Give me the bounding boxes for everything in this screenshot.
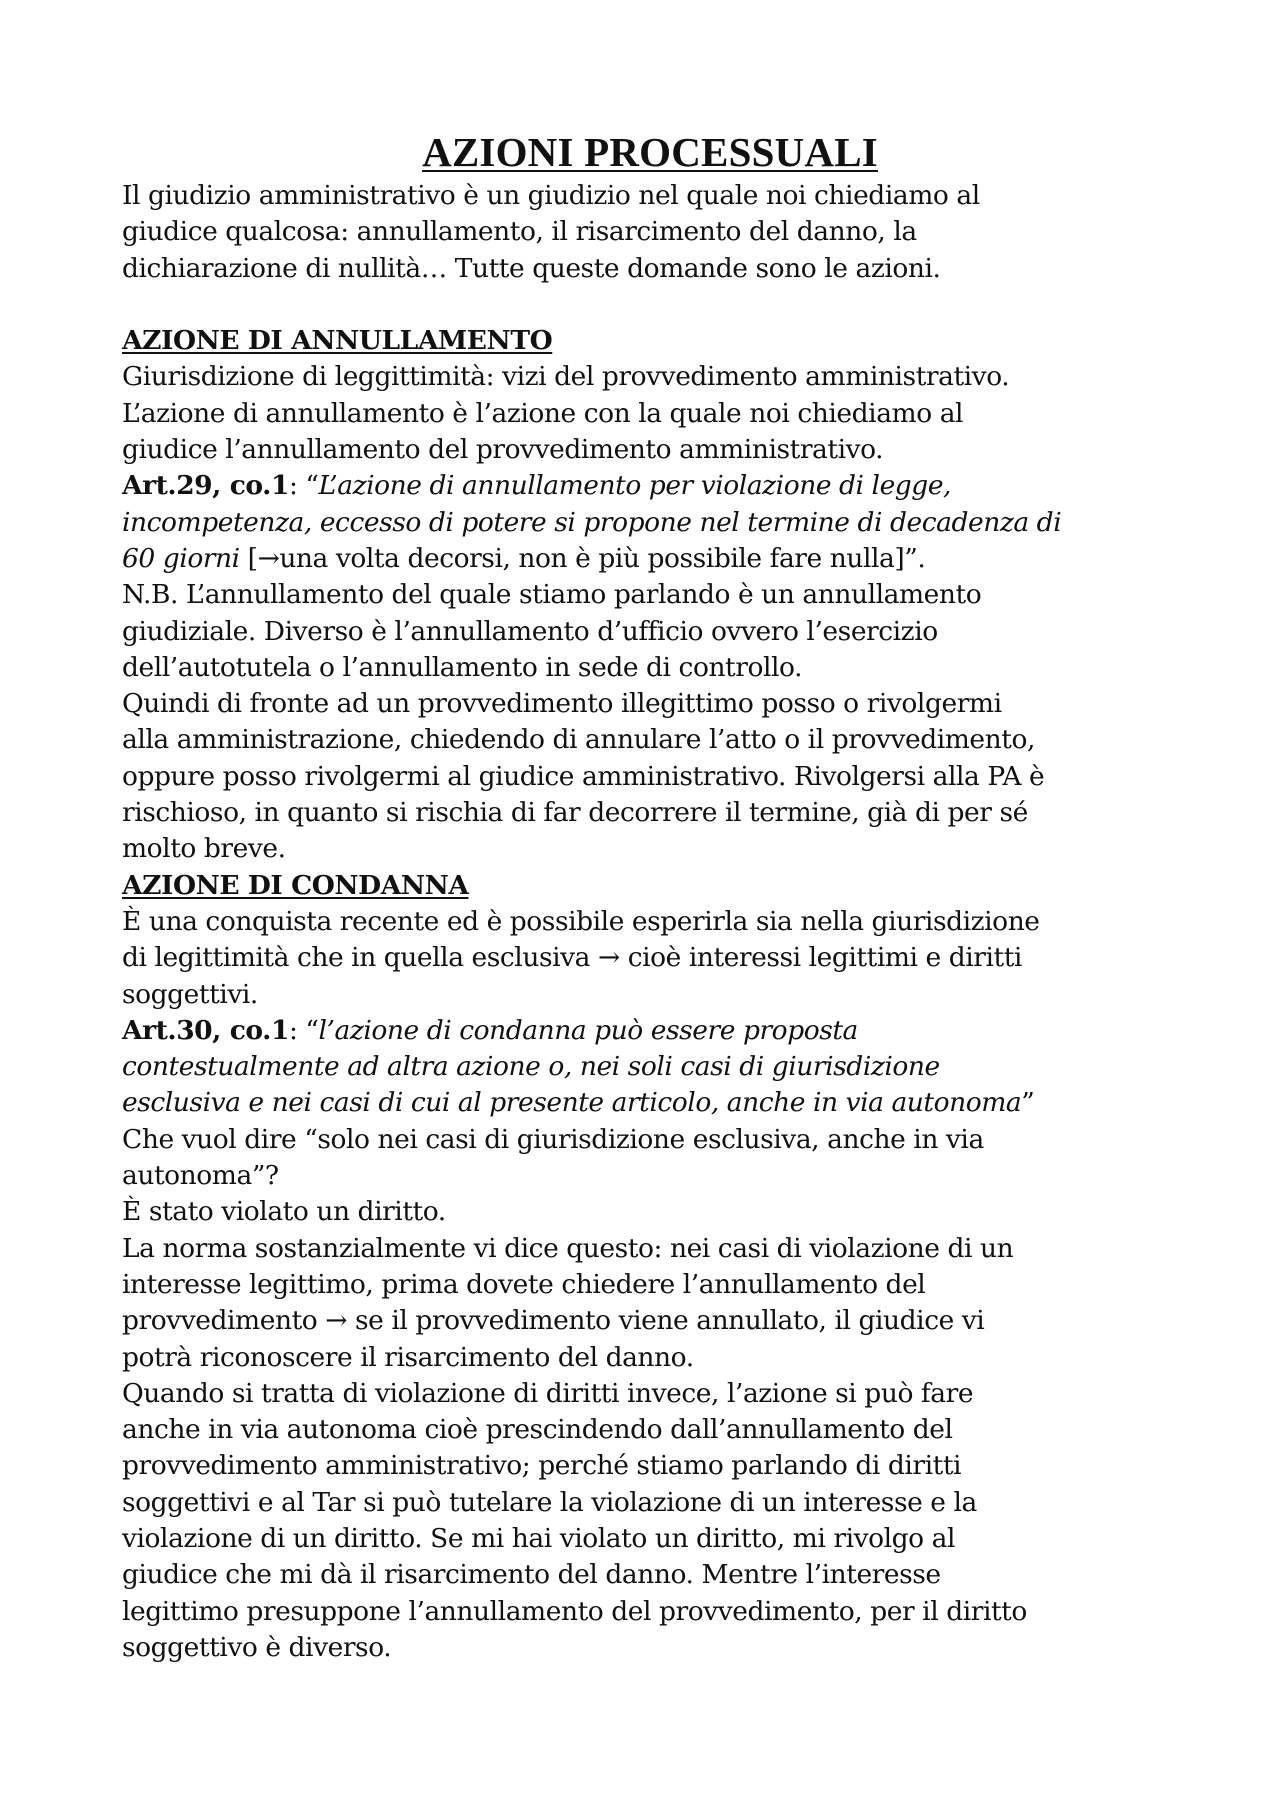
article-note: [→una volta decorsi, non è più possibile fare nulla]”. bbox=[239, 542, 926, 574]
article-quote-close: ” bbox=[1021, 1087, 1035, 1119]
article-citation-line bbox=[122, 468, 1178, 504]
paragraph-line: soggettivi e al Tar si può tutelare la violazione di un interesse e la bbox=[122, 1486, 977, 1518]
article-quote: 60 giorni bbox=[122, 542, 240, 574]
paragraph-line: Quando si tratta di violazione di diritti invece, l’azione si può fare bbox=[122, 1377, 974, 1409]
article-colon: : “ bbox=[288, 1014, 319, 1046]
section-heading-annullamento: AZIONE DI ANNULLAMENTO bbox=[122, 325, 553, 357]
paragraph-line: Che vuol dire “solo nei casi di giurisdizione esclusiva, anche in via bbox=[122, 1123, 984, 1155]
paragraph-line: rischioso, in quanto si rischia di far decorrere il termine, già di per sé bbox=[122, 797, 1028, 829]
paragraph-line: legittimo presuppone l’annullamento del provvedimento, per il diritto bbox=[122, 1595, 1027, 1627]
article-quote: esclusiva e nei casi di cui al presente articolo, anche in via autonoma bbox=[122, 1087, 1022, 1119]
article-quote-line bbox=[122, 1085, 1178, 1121]
paragraph-line: anche in via autonoma cioè prescindendo dall’annullamento del bbox=[122, 1414, 953, 1446]
paragraph-line: soggettivi. bbox=[122, 978, 258, 1010]
intro-line: giudice qualcosa: annullamento, il risarcimento del danno, la bbox=[122, 216, 917, 248]
article-quote-line bbox=[122, 541, 1178, 577]
paragraph-line: interesse legittimo, prima dovete chiedere l’annullamento del bbox=[122, 1268, 926, 1300]
paragraph-line: potrà riconoscere il risarcimento del danno. bbox=[122, 1341, 694, 1373]
article-quote: l’azione di condanna può essere proposta bbox=[318, 1014, 858, 1046]
paragraph-line: N.B. L’annullamento del quale stiamo parlando è un annullamento bbox=[122, 579, 982, 611]
section-heading-condanna: AZIONE DI CONDANNA bbox=[122, 869, 469, 901]
document-page bbox=[122, 128, 1178, 1666]
paragraph-line: Giurisdizione di leggittimità: vizi del provvedimento amministrativo. bbox=[122, 361, 1010, 393]
paragraph-line: soggettivo è diverso. bbox=[122, 1631, 392, 1663]
paragraph-line: È una conquista recente ed è possibile esperirla sia nella giurisdizione bbox=[122, 905, 1040, 937]
article-quote-line: incompetenza, eccesso di potere si propone nel termine di decadenza di bbox=[122, 506, 1062, 538]
paragraph-line: giudice che mi dà il risarcimento del danno. Mentre l’interesse bbox=[122, 1559, 941, 1591]
intro-line: Il giudizio amministrativo è un giudizio nel quale noi chiediamo al bbox=[122, 180, 980, 211]
article-citation-line bbox=[122, 1013, 1178, 1049]
paragraph-line: provvedimento → se il provvedimento viene annullato, il giudice vi bbox=[122, 1305, 985, 1337]
paragraph-line: È stato violato un diritto. bbox=[122, 1196, 446, 1228]
article-quote-line: contestualmente ad altra azione o, nei soli casi di giurisdizione bbox=[122, 1051, 940, 1083]
paragraph-line: L’azione di annullamento è l’azione con la quale noi chiediamo al bbox=[122, 397, 964, 429]
paragraph-line: oppure posso rivolgermi al giudice amministrativo. Rivolgersi alla PA è bbox=[122, 760, 1045, 792]
paragraph-line: alla amministrazione, chiedendo di annulare l’atto o il provvedimento, bbox=[122, 724, 1035, 756]
article-colon: : “ bbox=[288, 470, 319, 502]
paragraph-line: violazione di un diritto. Se mi hai violato un diritto, mi rivolgo al bbox=[122, 1522, 956, 1554]
paragraph-line: Quindi di fronte ad un provvedimento illegittimo posso o rivolgermi bbox=[122, 688, 1002, 720]
paragraph-line: provvedimento amministrativo; perché stiamo parlando di diritti bbox=[122, 1450, 962, 1482]
document-title: AZIONI PROCESSUALI bbox=[422, 129, 878, 175]
article-quote: L’azione di annullamento per violazione di legge, bbox=[318, 470, 952, 502]
paragraph-line: dell’autotutela o l’annullamento in sede di controllo. bbox=[122, 651, 803, 683]
article-label: Art.30, co.1 bbox=[122, 1014, 289, 1046]
article-label: Art.29, co.1 bbox=[122, 470, 289, 502]
paragraph-line: di legittimità che in quella esclusiva → cioè interessi legittimi e diritti bbox=[122, 942, 1022, 974]
spacer bbox=[122, 287, 1178, 323]
intro-line: dichiarazione di nullità… Tutte queste domande sono le azioni. bbox=[122, 252, 941, 284]
paragraph-line: giudice l’annullamento del provvedimento amministrativo. bbox=[122, 434, 884, 466]
paragraph-line: La norma sostanzialmente vi dice questo: nei casi di violazione di un bbox=[122, 1232, 1014, 1264]
paragraph-line: giudiziale. Diverso è l’annullamento d’ufficio ovvero l’esercizio bbox=[122, 615, 938, 647]
paragraph-line: molto breve. bbox=[122, 833, 286, 865]
paragraph-line: autonoma”? bbox=[122, 1160, 279, 1192]
